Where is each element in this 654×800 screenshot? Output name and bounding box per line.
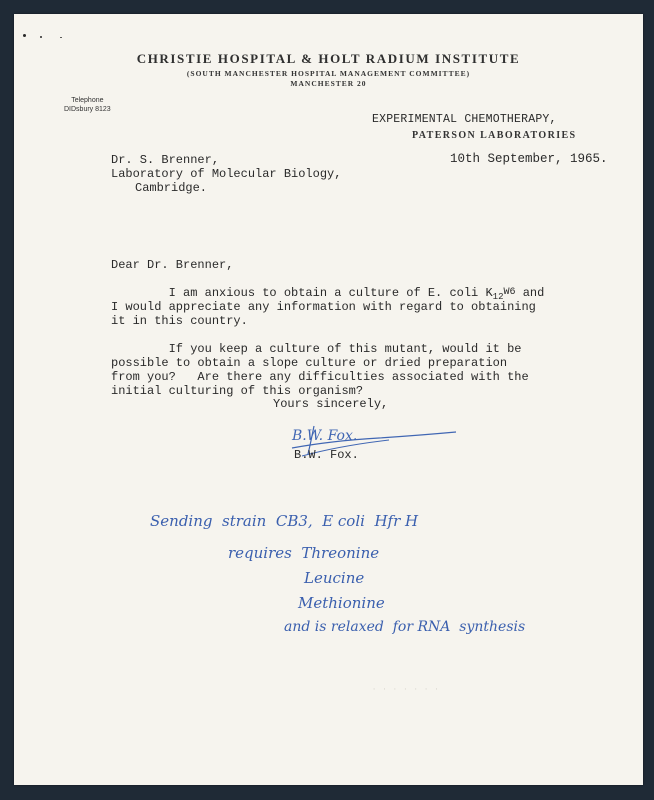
recipient-city: Cambridge. xyxy=(135,181,208,195)
body-p2-line4: initial culturing of this organism? xyxy=(111,384,364,398)
telephone-label: Telephone xyxy=(71,97,104,104)
letter-date: 10th September, 1965. xyxy=(450,152,608,166)
salutation: Dear Dr. Brenner, xyxy=(111,258,234,272)
body-p1-text-b: and xyxy=(515,286,545,300)
punch-mark xyxy=(60,37,62,38)
strain-superscript: W6 xyxy=(503,287,516,298)
body-p2-line1: If you keep a culture of this mutant, would it be xyxy=(111,342,522,356)
telephone-block xyxy=(64,96,111,114)
faint-archive-stamp: · · · · · · · xyxy=(372,686,440,694)
signatory-name: B.W. Fox. xyxy=(294,448,359,462)
handwritten-note-line2: requires Threonine xyxy=(228,544,380,562)
handwritten-note-line5: and is relaxed for RNA synthesis xyxy=(284,619,526,635)
punch-mark xyxy=(23,34,26,37)
body-p2-line3: from you? Are there any difficulties associated with the xyxy=(111,370,529,384)
punch-mark xyxy=(40,36,42,38)
body-p1-line3: it in this country. xyxy=(111,314,248,328)
body-p1-text-a: I am anxious to obtain a culture of E. coli K xyxy=(111,286,493,300)
strain-subscript: 12 xyxy=(492,292,504,302)
handwritten-note-line4: Methionine xyxy=(298,594,385,612)
department-line2: PATERSON LABORATORIES xyxy=(412,130,577,141)
body-p1-line2: I would appreciate any information with regard to obtaining xyxy=(111,300,536,314)
handwritten-signature: B.W. Fox. xyxy=(292,428,358,444)
handwritten-note-line3: Leucine xyxy=(304,569,365,587)
closing: Yours sincerely, xyxy=(273,397,389,411)
recipient-name: Dr. S. Brenner, xyxy=(111,153,220,167)
handwritten-note-line1: Sending strain CB3, E coli Hfr H xyxy=(150,512,419,530)
letterhead-city: MANCHESTER 20 xyxy=(290,79,367,88)
body-p2-line2: possible to obtain a slope culture or dried preparation xyxy=(111,356,508,370)
recipient-org: Laboratory of Molecular Biology, xyxy=(111,167,342,181)
letterhead-institution: CHRISTIE HOSPITAL & HOLT RADIUM INSTITUTE xyxy=(136,51,521,66)
department-line1: EXPERIMENTAL CHEMOTHERAPY, xyxy=(372,113,557,126)
letter-page xyxy=(14,14,643,785)
letterhead-committee: (SOUTH MANCHESTER HOSPITAL MANAGEMENT COMMITTEE) xyxy=(186,69,471,78)
telephone-number: DIDsbury 8123 xyxy=(64,106,111,113)
